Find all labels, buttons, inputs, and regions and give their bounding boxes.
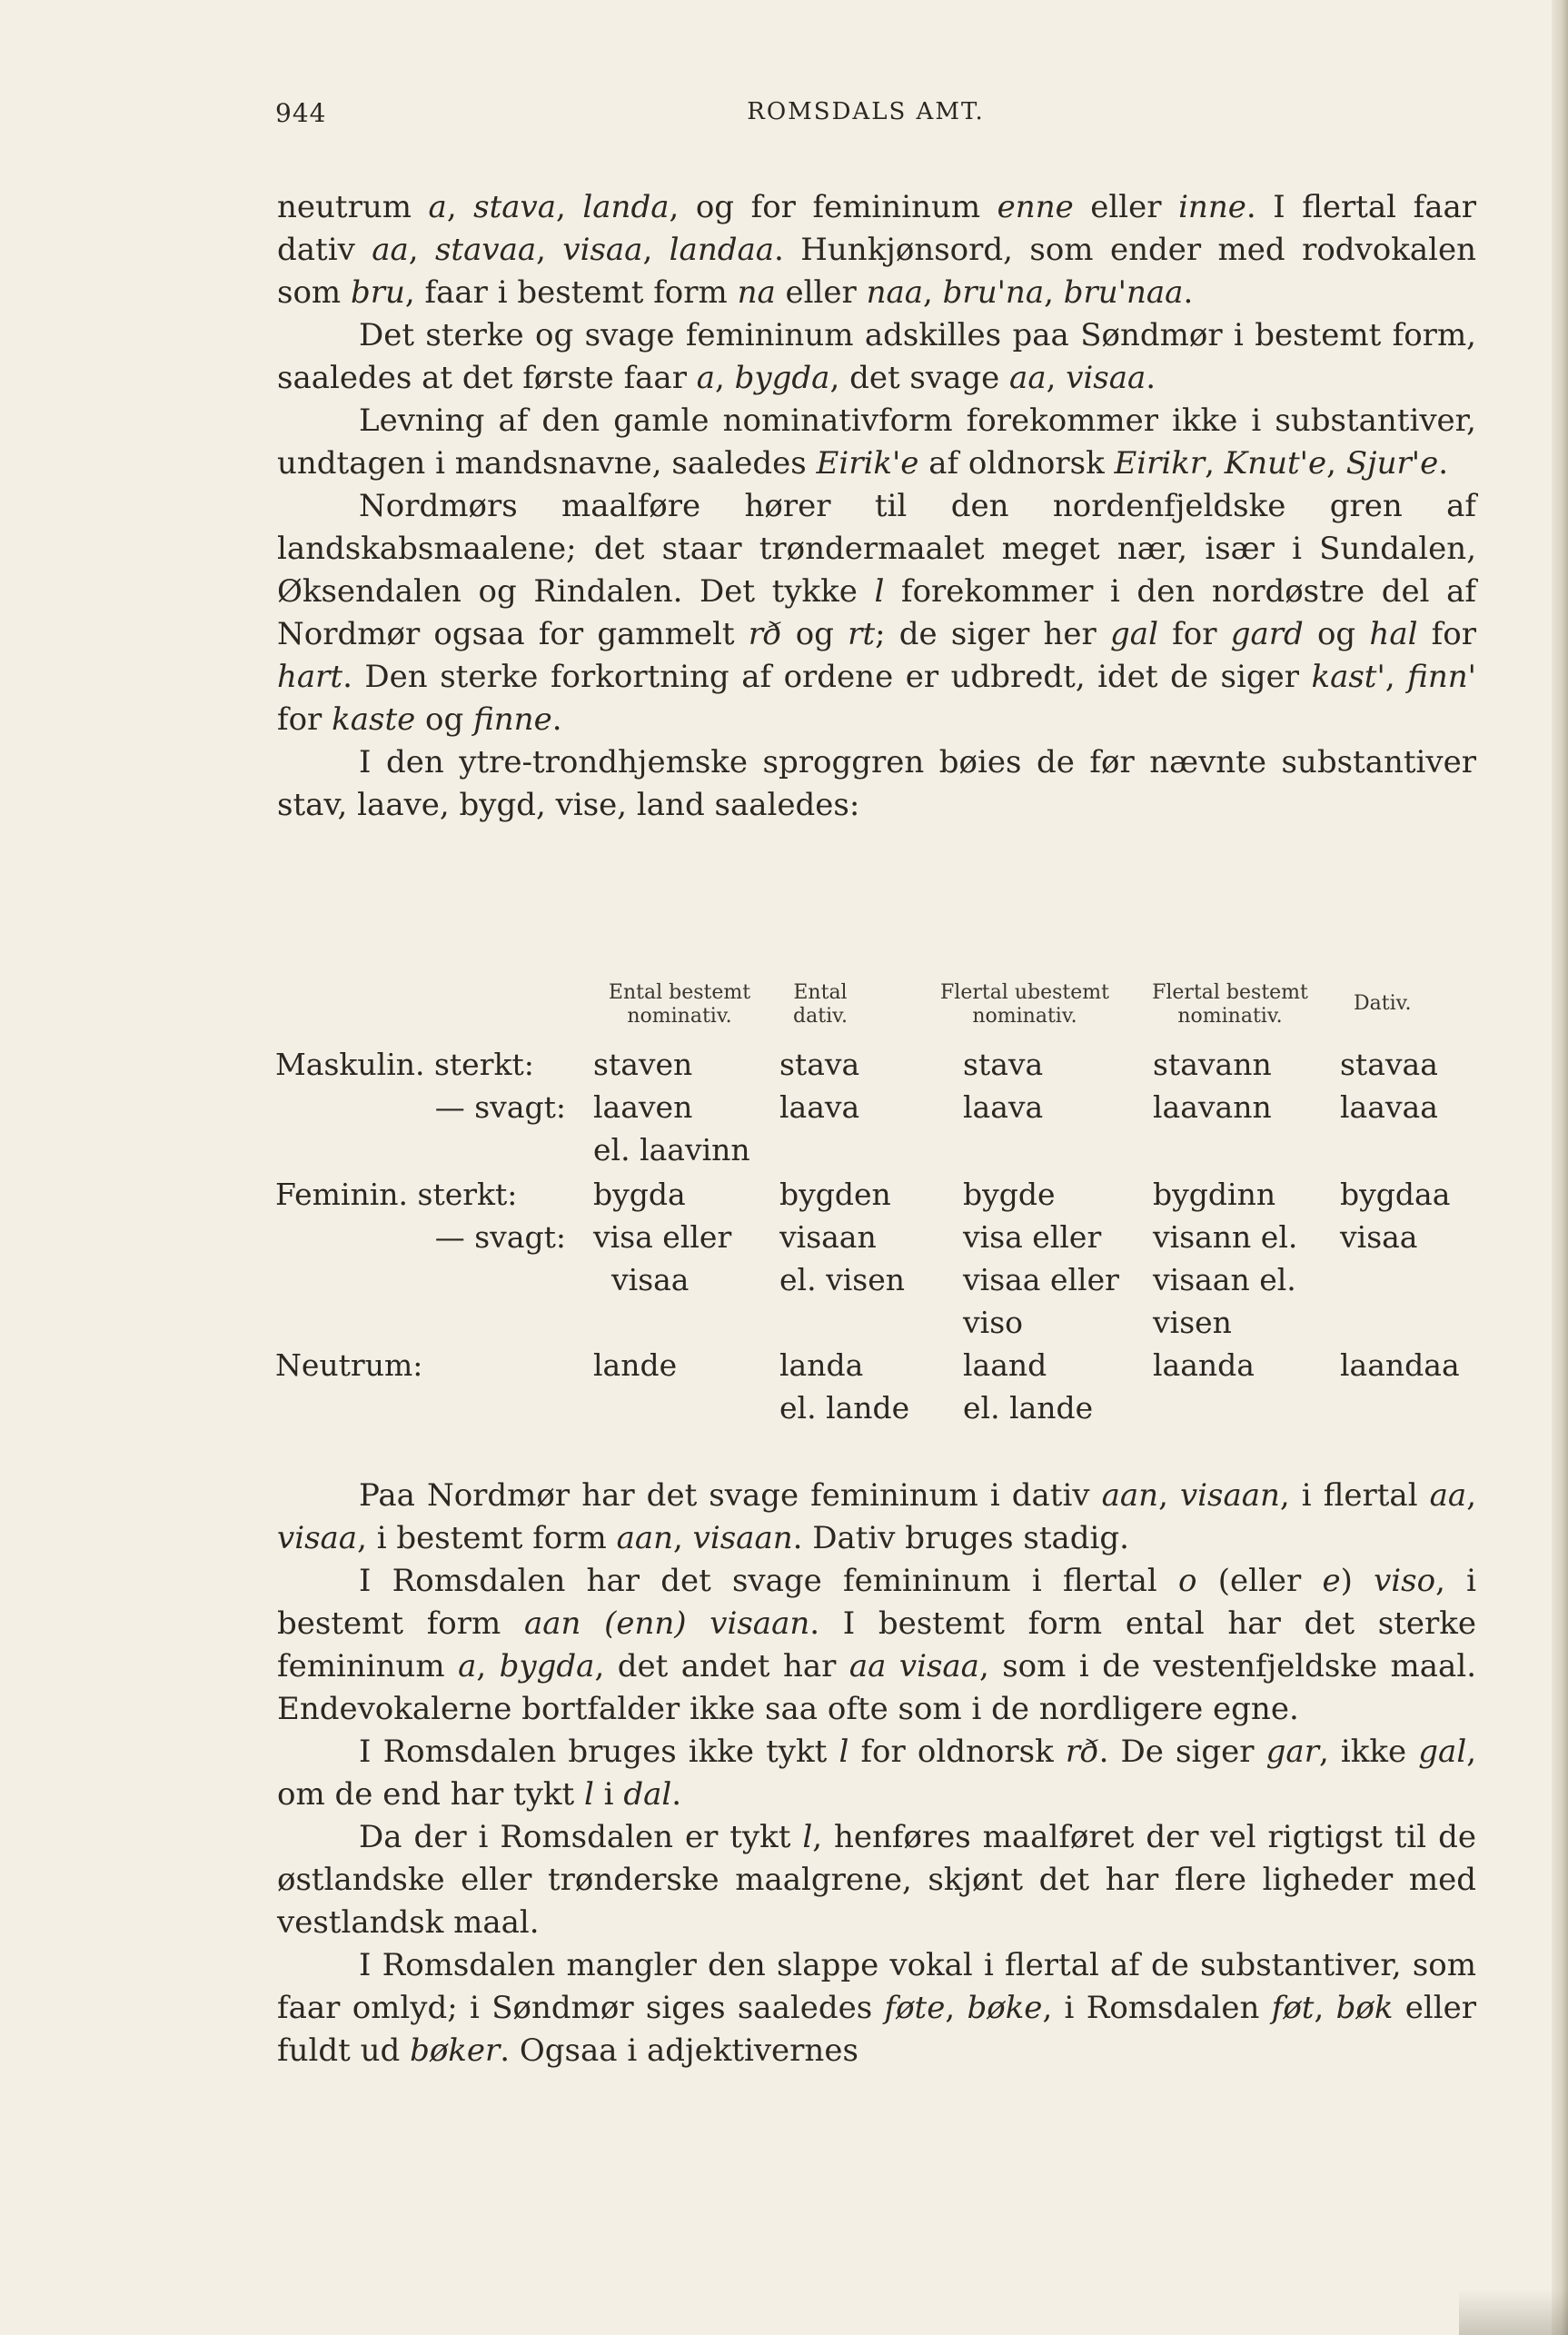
text-run: . Den sterke forkortning af ordene er udbredt, idet de siger [342, 659, 1312, 695]
italic-word: gal [1418, 1734, 1467, 1770]
table-cell: stava [779, 1047, 860, 1082]
text-run: , [536, 232, 563, 268]
text-run: , i bestemt form [357, 1520, 617, 1556]
italic-word: enne [997, 189, 1074, 225]
row-label: — svagt: [434, 1219, 566, 1255]
text-run: i [593, 1776, 624, 1813]
text-run: ) [1340, 1563, 1374, 1599]
table-cell: visann el. [1153, 1219, 1298, 1255]
italic-word: aan [1101, 1477, 1159, 1514]
paragraph [277, 400, 1476, 485]
column-header-line: Ental [793, 981, 848, 1004]
italic-word: bøker [410, 2032, 501, 2069]
text-run: forekommer i den nordøstre del af Nordmør ogsaa for gammelt [277, 573, 1476, 652]
text-run: for [1417, 616, 1476, 652]
text-run: og [415, 701, 474, 738]
italic-word: viso [1374, 1563, 1436, 1599]
text-run: Paa Nordmør har det svage femininum i dativ [359, 1477, 1102, 1514]
row-label: Neutrum: [275, 1347, 423, 1383]
text-run: , [1466, 1477, 1476, 1514]
text-run: af oldnorsk [918, 445, 1115, 482]
italic-word: rð [748, 616, 782, 652]
text-run: I Romsdalen bruges ikke tykt [359, 1734, 839, 1770]
table-cell: bygde [963, 1177, 1056, 1212]
page-number: 944 [275, 98, 327, 128]
declension-table [275, 981, 1484, 1436]
text-run: I den ytre-trondhjemske sproggren bøies de før nævnte substantiver stav, laave, bygd, vise, land saaledes: [277, 744, 1476, 823]
paragraph [277, 741, 1476, 827]
body-text-top [277, 186, 1476, 827]
paragraph [277, 1475, 1476, 1560]
italic-word: visaa [1066, 360, 1146, 396]
italic-word: stavaa [434, 232, 537, 268]
page-edge [1552, 0, 1568, 2335]
table-cell: el. laavinn [593, 1132, 750, 1168]
column-header-line: nominativ. [972, 1005, 1077, 1028]
italic-word: l [583, 1776, 594, 1813]
table-cell: visaa eller [963, 1262, 1119, 1297]
row-label: Feminin. sterkt: [275, 1177, 518, 1212]
paragraph [277, 485, 1476, 741]
table-cell: el. lande [779, 1390, 910, 1426]
italic-word: naa [866, 274, 924, 311]
column-header-line: nominativ. [627, 1005, 732, 1028]
paragraph [277, 1816, 1476, 1944]
italic-word: o [1178, 1563, 1197, 1599]
italic-word: bru'naa [1063, 274, 1184, 311]
italic-word: aa [1009, 360, 1047, 396]
column-header-line: dativ. [793, 1005, 848, 1028]
text-run: , [408, 232, 435, 268]
italic-word: rt [848, 616, 876, 652]
text-run: . [671, 1776, 682, 1813]
text-run: , [1205, 445, 1225, 482]
italic-word: visaa [277, 1520, 358, 1556]
italic-word: landaa [669, 232, 775, 268]
table-cell: laava [779, 1089, 860, 1125]
italic-word: e [1322, 1563, 1341, 1599]
text-run: , og for femininum [669, 189, 997, 225]
text-run: eller [1073, 189, 1179, 225]
italic-word: rð [1065, 1734, 1099, 1770]
column-header [1135, 981, 1325, 1028]
text-run: for [1157, 616, 1231, 652]
italic-word: aa [372, 232, 409, 268]
text-run: ; de siger her [875, 616, 1111, 652]
table-cell: laandaa [1340, 1347, 1460, 1383]
italic-word: stava [473, 189, 557, 225]
italic-word: na [737, 274, 776, 311]
text-run: , det andet har [594, 1648, 849, 1684]
italic-word: visaan [1179, 1477, 1280, 1514]
text-run: , det svage [829, 360, 1010, 396]
text-run: , [1326, 445, 1346, 482]
table-cell: bygdinn [1153, 1177, 1276, 1212]
table-cell: bygda [593, 1177, 686, 1212]
paragraph [277, 314, 1476, 400]
text-run: , faar i bestemt form [404, 274, 738, 311]
text-run: og [1303, 616, 1370, 652]
paragraph [277, 186, 1476, 314]
paragraph [277, 1731, 1476, 1816]
text-run: , som i de vestenfjeldske maal. Endevokalerne bortfalder ikke saa ofte som i de nordligere egne. [277, 1648, 1477, 1727]
text-run: neutrum [277, 189, 429, 225]
page-edge-shadow [1459, 2290, 1568, 2335]
text-run: , [923, 274, 943, 311]
paragraph [277, 1560, 1476, 1731]
text-run: Nordmørs maalføre hører til den nordenfjeldske gren af landskabsmaalene; det staar trøndermaalet meget nær, især i Sundalen, Øksendalen og Rindalen. Det tykke [277, 488, 1476, 610]
text-run: , i flertal [1279, 1477, 1430, 1514]
column-header-line: nominativ. [1177, 1005, 1283, 1028]
text-run: Det sterke og svage femininum adskilles paa Søndmør i bestemt form, saaledes at det første faar [277, 317, 1476, 396]
text-run: I Romsdalen har det svage femininum i flertal [359, 1563, 1179, 1599]
text-run: . [1438, 445, 1449, 482]
text-run: I Romsdalen mangler den slappe vokal i flertal af de substantiver, som faar omlyd; i Søndmør siges saaledes [277, 1947, 1476, 2026]
text-run: (eller [1196, 1563, 1323, 1599]
italic-word: finn' [1407, 659, 1476, 695]
italic-word: hart [277, 659, 343, 695]
italic-word: l [802, 1819, 813, 1855]
column-header-line: Flertal ubestemt [940, 981, 1109, 1004]
table-cell: laavann [1153, 1089, 1272, 1125]
text-run: , ikke [1318, 1734, 1419, 1770]
table-cell: visaa [611, 1262, 690, 1297]
text-run: . Dativ bruges stadig. [792, 1520, 1129, 1556]
table-cell: staven [593, 1047, 693, 1082]
text-run: , [556, 189, 583, 225]
table-cell: el. lande [963, 1390, 1094, 1426]
italic-word: dal [623, 1776, 672, 1813]
text-run: , [1044, 274, 1064, 311]
text-run: . [551, 701, 562, 738]
column-header [584, 981, 775, 1028]
italic-word: Knut'e [1224, 445, 1327, 482]
text-run: . De siger [1098, 1734, 1266, 1770]
italic-word: aa visaa [849, 1648, 979, 1684]
table-cell: stavaa [1340, 1047, 1438, 1082]
italic-word: bru [350, 274, 405, 311]
column-header-line: Ental bestemt [608, 981, 751, 1004]
text-run: . Ogsaa i adjektivernes [500, 2032, 858, 2069]
italic-word: bøke [967, 1990, 1043, 2026]
text-run: , [945, 1990, 968, 2026]
column-header-line: Flertal bestemt [1152, 981, 1308, 1004]
paragraph [277, 1944, 1476, 2072]
table-cell: bygdaa [1340, 1177, 1451, 1212]
italic-word: gar [1265, 1734, 1319, 1770]
text-run: , [1314, 1990, 1336, 2026]
row-label: Maskulin. sterkt: [275, 1047, 534, 1082]
text-run: . Hunkjønsord, som ender med rodvokalen som [277, 232, 1476, 311]
text-run: . I flertal faar dativ [277, 189, 1476, 268]
italic-word: føt [1271, 1990, 1315, 2026]
column-header [1354, 992, 1463, 1016]
row-label: — svagt: [434, 1089, 566, 1125]
italic-word: aa [1429, 1477, 1467, 1514]
table-cell: visen [1153, 1305, 1232, 1340]
italic-word: aan (enn) visaan [523, 1605, 810, 1642]
text-run: , [642, 232, 670, 268]
italic-word: bøk [1335, 1990, 1394, 2026]
table-cell: visaan el. [1153, 1262, 1296, 1297]
italic-word: a [428, 189, 447, 225]
italic-word: Eirik'e [816, 445, 919, 482]
text-run: , i bestemt form [277, 1563, 1476, 1642]
text-run: , [673, 1520, 693, 1556]
table-cell: visaa [1340, 1219, 1418, 1255]
table-cell: laaven [593, 1089, 693, 1125]
italic-word: kaste [332, 701, 416, 738]
italic-word: l [874, 573, 885, 610]
table-cell: stava [963, 1047, 1044, 1082]
text-run: , [1158, 1477, 1180, 1514]
italic-word: landa [582, 189, 670, 225]
running-title: ROMSDALS AMT. [747, 98, 985, 125]
table-cell: visa eller [963, 1219, 1102, 1255]
column-header [907, 981, 1143, 1028]
text-run: , henføres maalføret der vel rigtigst til de østlandske eller trønderske maalgrene, skjønt det har flere ligheder med vestlandsk maal. [277, 1819, 1476, 1941]
italic-word: bygda [734, 360, 830, 396]
table-cell: laanda [1153, 1347, 1255, 1383]
column-header-line: Dativ. [1354, 992, 1412, 1015]
italic-word: Sjur'e [1345, 445, 1439, 482]
italic-word: Eirikr [1114, 445, 1206, 482]
italic-word: l [839, 1734, 849, 1770]
italic-word: gard [1230, 616, 1304, 652]
table-cell: landa [779, 1347, 864, 1383]
page-header [275, 98, 1456, 134]
text-run: eller [775, 274, 867, 311]
text-run: . I bestemt form ental har det sterke femininum [277, 1605, 1476, 1684]
text-run: , i Romsdalen [1042, 1990, 1272, 2026]
table-cell: el. visen [779, 1262, 905, 1297]
italic-word: gal [1110, 616, 1158, 652]
italic-word: bru'na [942, 274, 1045, 311]
italic-word: a [458, 1648, 477, 1684]
text-run: , [476, 1648, 500, 1684]
italic-word: kast' [1311, 659, 1385, 695]
text-run: , [1046, 360, 1067, 396]
italic-word: hal [1369, 616, 1418, 652]
table-cell: laand [963, 1347, 1047, 1383]
text-run: , om de end har tykt [277, 1734, 1477, 1813]
italic-word: visaan [692, 1520, 793, 1556]
text-run: eller fuldt ud [277, 1990, 1476, 2069]
text-run: , [1384, 659, 1408, 695]
italic-word: føte [884, 1990, 946, 2026]
table-cell: lande [593, 1347, 678, 1383]
table-cell: stavann [1153, 1047, 1272, 1082]
text-run: for oldnorsk [849, 1734, 1066, 1770]
table-cell: visa eller [593, 1219, 732, 1255]
italic-word: aan [616, 1520, 674, 1556]
italic-word: visaa [562, 232, 643, 268]
italic-word: finne [473, 701, 552, 738]
table-cell: laavaa [1340, 1089, 1438, 1125]
text-run: Da der i Romsdalen er tykt [359, 1819, 803, 1855]
table-cell: bygden [779, 1177, 891, 1212]
table-cell: visaan [779, 1219, 877, 1255]
italic-word: inne [1178, 189, 1246, 225]
text-run: for [277, 701, 332, 738]
italic-word: a [696, 360, 716, 396]
text-run: og [781, 616, 849, 652]
body-text-bottom [277, 1475, 1476, 2072]
text-run: , [446, 189, 474, 225]
italic-word: bygda [499, 1648, 595, 1684]
text-run: Levning af den gamle nominativform forekommer ikke i substantiver, undtagen i mandsnavne, saaledes [277, 402, 1476, 482]
table-cell: laava [963, 1089, 1044, 1125]
column-header [779, 981, 861, 1028]
text-run: . [1183, 274, 1194, 311]
text-run: , [715, 360, 735, 396]
text-run: . [1146, 360, 1156, 396]
table-cell: viso [963, 1305, 1023, 1340]
